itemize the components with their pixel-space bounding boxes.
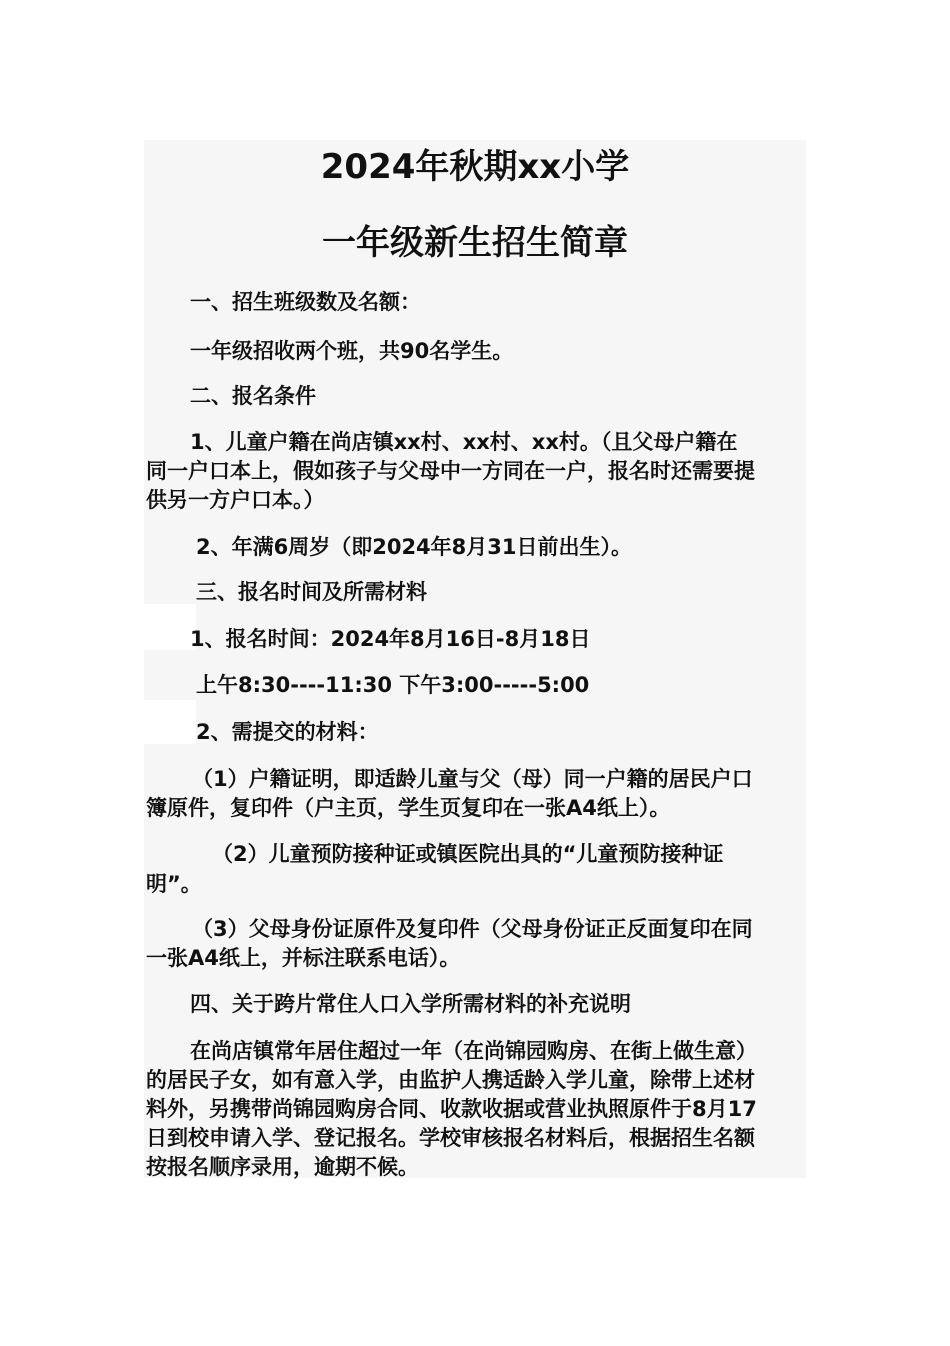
- paragraph-line: 按报名顺序录用，逾期不候。: [146, 1155, 419, 1179]
- paragraph-line: （2）儿童预防接种证或镇医院出具的“儿童预防接种证: [212, 842, 724, 866]
- paragraph-line: 1、儿童户籍在尚店镇xx村、xx村、xx村。（且父母户籍在: [190, 430, 738, 454]
- page-gap-left: [144, 700, 196, 744]
- page-gap-left: [144, 604, 196, 650]
- paragraph-line: 同一户口本上，假如孩子与父母中一方同在一户，报名时还需要提: [146, 459, 755, 483]
- paragraph-line: 料外，另携带尚锦园购房合同、收款收据或营业执照原件于8月17: [146, 1097, 757, 1121]
- section-heading: 一、招生班级数及名额：: [190, 290, 421, 314]
- paragraph-line: 日到校申请入学、登记报名。学校审核报名材料后，根据招生名额: [146, 1126, 755, 1150]
- paragraph-line: 簿原件，复印件（户主页，学生页复印在一张A4纸上）。: [146, 796, 671, 820]
- paragraph-line: 明”。: [146, 872, 202, 896]
- section-heading: 三、报名时间及所需材料: [196, 580, 427, 604]
- paragraph: 一年级招收两个班，共90名学生。: [190, 339, 514, 363]
- paragraph-line: 一张A4纸上，并标注联系电话）。: [146, 946, 461, 970]
- section-heading: 二、报名条件: [190, 384, 316, 408]
- paragraph-line: 在尚店镇常年居住超过一年（在尚锦园购房、在街上做生意）: [190, 1039, 757, 1063]
- paragraph: 上午8:30----11:30 下午3:00-----5:00: [196, 673, 590, 697]
- document-subtitle: 一年级新生招生简章: [322, 223, 628, 263]
- paragraph: 2、年满6周岁（即2024年8月31日前出生）。: [196, 535, 633, 559]
- paragraph-line: （3）父母身份证原件及复印件（父母身份证正反面复印在同: [192, 917, 753, 941]
- subsection-heading: 2、需提交的材料：: [196, 720, 379, 744]
- paragraph-line: 供另一方户口本。）: [146, 488, 325, 512]
- document-title: 2024年秋期xx小学: [320, 147, 630, 187]
- paragraph-line: （1）户籍证明，即适龄儿童与父（母）同一户籍的居民户口: [192, 767, 753, 791]
- section-heading: 四、关于跨片常住人口入学所需材料的补充说明: [190, 992, 631, 1016]
- paragraph: 1、报名时间：2024年8月16日-8月18日: [190, 627, 591, 651]
- paragraph-line: 的居民子女，如有意入学，由监护人携适龄入学儿童，除带上述材: [146, 1068, 755, 1092]
